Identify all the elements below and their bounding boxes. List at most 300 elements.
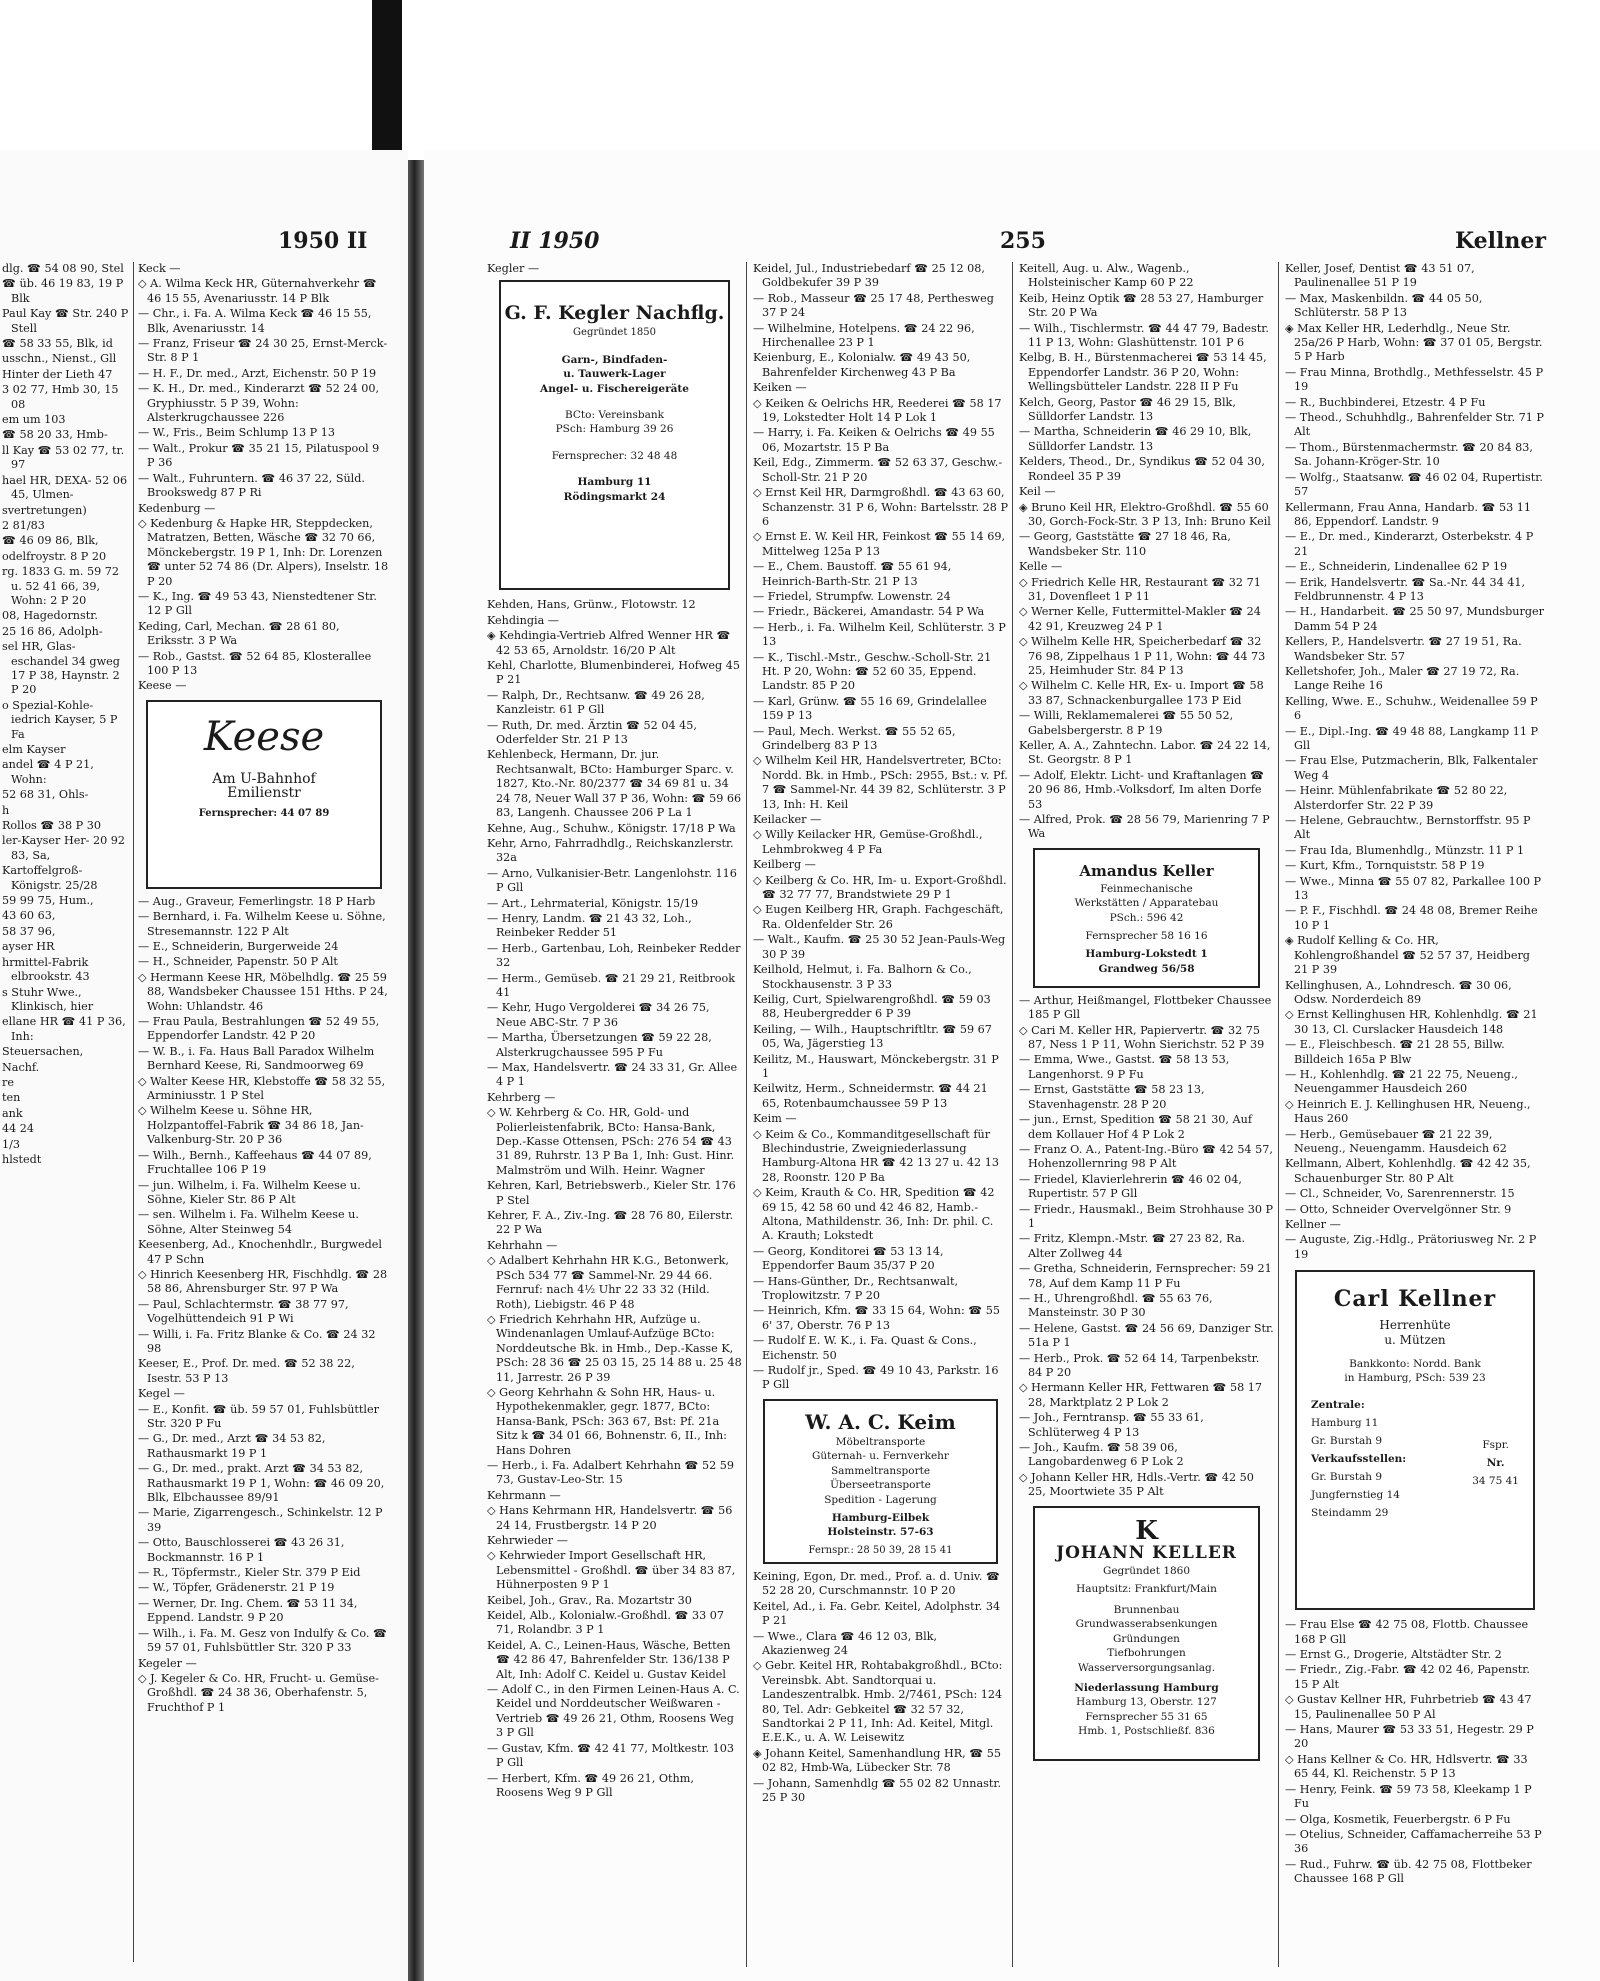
- directory-entry: ☎ 58 20 33, Hmb-: [2, 428, 108, 442]
- directory-entry: ◇ Walter Keese HR, Klebstoffe ☎ 58 32 55, Arminiusstr. 1 P Stel: [138, 1074, 386, 1103]
- kegler-ad-psch: PSch: Hamburg 39 26: [555, 423, 674, 436]
- kellner-ad-s1: Gr. Burstah 9: [1311, 1470, 1383, 1483]
- directory-entry: Kellinghusen, A., Lohndresch. ☎ 30 06, Odsw. Norderdeich 89: [1285, 978, 1512, 1006]
- directory-entry: ◇ Keilberg & Co. HR, Im- u. Export-Großhdl. ☎ 32 77 77, Brandstwiete 29 P 1: [753, 873, 1007, 902]
- directory-entry: — Walt., Kaufm. ☎ 25 30 52 Jean-Pauls-Weg 30 P 39: [753, 933, 1006, 961]
- directory-entry: — P. F., Fischhdl. ☎ 24 48 08, Bremer Reihe 10 P 1: [1285, 904, 1538, 932]
- directory-entry: — Max, Handelsvertr. ☎ 24 33 31, Gr. Allee 4 P 1: [487, 1061, 738, 1089]
- directory-entry: 1/3: [2, 1137, 21, 1151]
- directory-entry: — Adolf C., in den Firmen Leinen-Haus A. C. Keidel und Norddeutscher Weißwaren - Vertrieb ☎ 49 26 21, Othm, Roosens Weg 3 P Gll: [487, 1683, 740, 1740]
- directory-entry: Keitell, Aug. u. Alw., Wagenb., Holsteinischer Kamp 60 P 22: [1019, 262, 1194, 290]
- directory-entry: Nachf.: [2, 1060, 40, 1074]
- directory-entry: — Max, Maskenbildn. ☎ 44 05 50, Schlüterstr. 58 P 13: [1285, 291, 1483, 320]
- right-column-3: [1019, 262, 1274, 1967]
- directory-entry: ◇ Gebr. Keitel HR, Rohtabakgroßhdl., BCto: Vereinsbk. Abt. Sandtorquai u. Landeszentralbk. Hmb. 2/7461, PSch: 124 80, Tel. Adr: Gebkeitel ☎ 32 57 32, Sandtorkai 2 P 11, Inh: Ad. Keitel, Mitgl. E.E.K., u. A. W. Leisewitz: [753, 1659, 1003, 1745]
- directory-entry: Kehrhahn —: [487, 1238, 558, 1252]
- directory-entry: Kelch, Georg, Pastor ☎ 46 29 15, Blk, Sülldorfer Landstr. 13: [1019, 395, 1236, 424]
- directory-entry: ◈ Rudolf Kelling & Co. HR, Kohlengroßhandel ☎ 52 57 37, Heidberg 21 P 39: [1285, 934, 1530, 977]
- directory-entry: — Wilh., i. Fa. M. Gesz von Indulfy & Co. ☎ 59 57 01, Fuhlsbüttler Str. 320 P 33: [138, 1626, 387, 1655]
- directory-entry: ◇ Werner Kelle, Futtermittel-Makler ☎ 24 42 91, Kreuzweg 24 P 1: [1019, 605, 1261, 633]
- johann-ad-box: Hmb. 1, Postschließf. 836: [1078, 1725, 1215, 1738]
- directory-entry: Kehr, Arno, Fahrradhdlg., Reichskanzlerstr. 32a: [487, 836, 734, 865]
- directory-entry: 08, Hagedornstr.: [2, 609, 98, 623]
- directory-entry: — Franz O. A., Patent-Ing.-Büro ☎ 42 54 57, Hohenzollernring 98 P Alt: [1019, 1142, 1273, 1171]
- directory-entry: — Georg, Konditorei ☎ 53 13 14, Eppendorfer Baum 35/37 P 20: [753, 1244, 944, 1273]
- directory-entry: sel HR, Glas- eschandel 34 gweg 17 P 38, Haynstr. 2 P 20: [2, 640, 120, 697]
- directory-entry: — Ruth, Dr. med. Ärztin ☎ 52 04 45, Oderfelder Str. 21 P 13: [487, 718, 697, 747]
- directory-entry: — Erik, Handelsvertr. ☎ Sa.-Nr. 44 34 41, Feldbrunnenstr. 4 P 13: [1285, 575, 1526, 603]
- directory-entry: — Friedr., Zig.-Fabr. ☎ 42 02 46, Papenstr. 15 P Alt: [1285, 1663, 1530, 1691]
- directory-entry: Kehl, Charlotte, Blumenbinderei, Hofweg 45 P 21: [487, 659, 741, 687]
- directory-entry: Kehrberg —: [487, 1090, 556, 1104]
- directory-entry: h: [2, 803, 10, 817]
- directory-entry: — Hans-Günther, Dr., Rechtsanwalt, Troplowitzstr. 7 P 20: [753, 1274, 959, 1303]
- directory-entry: Keese —: [138, 679, 187, 693]
- kellner-ad-num: 34 75 41: [1472, 1474, 1519, 1487]
- kellner-ad-s2: Jungfernstieg 14: [1311, 1488, 1400, 1501]
- kellner-ad-l2: u. Mützen: [1384, 1332, 1446, 1347]
- directory-entry: ◇ Keim, Krauth & Co. HR, Spedition ☎ 42 69 15, 42 58 60 und 42 46 82, Hamb.-Altona, Mathildenstr. 36, Inh: Dr. phil. C. A. Krauth; Lokstedt: [753, 1186, 995, 1243]
- directory-entry: — Marie, Zigarrengesch., Schinkelstr. 12 P 39: [138, 1506, 383, 1534]
- directory-entry: ◈ Kehdingia-Vertrieb Alfred Wenner HR ☎ 42 53 65, Arnoldstr. 16/20 P Alt: [487, 629, 731, 657]
- kellner-ad-c1: Hamburg 11: [1311, 1416, 1379, 1429]
- directory-entry: ◇ Friedrich Kelle HR, Restaurant ☎ 32 71 31, Dovenfleet 1 P 11: [1019, 575, 1261, 603]
- directory-entry: — Aug., Graveur, Femerlingstr. 18 P Harb: [138, 894, 376, 908]
- directory-entry: em um 103: [2, 413, 66, 427]
- johann-ad-phone: Fernsprecher 55 31 65: [1085, 1710, 1208, 1723]
- directory-entry: Keilwitz, Herm., Schneidermstr. ☎ 44 21 65, Rotenbaumchaussee 59 P 13: [753, 1082, 988, 1110]
- column-rule: [133, 262, 134, 1962]
- directory-entry: — G., Dr. med., Arzt ☎ 34 53 82, Rathausmarkt 19 P 1: [138, 1432, 326, 1460]
- directory-entry: — Heinrich, Kfm. ☎ 33 15 64, Wohn: ☎ 55 6' 37, Oberstr. 76 P 13: [753, 1304, 1000, 1332]
- directory-entry: — Ernst, Gaststätte ☎ 58 23 13, Stavenhagenstr. 28 P 20: [1019, 1083, 1205, 1111]
- directory-entry: ◈ Johann Keitel, Samenhandlung HR, ☎ 55 02 82, Hmb-Wa, Lübecker Str. 78: [753, 1746, 1002, 1775]
- directory-entry: Keienburg, E., Kolonialw. ☎ 49 43 50, Bahrenfelder Kirchenweg 43 P Ba: [753, 351, 971, 379]
- directory-entry: — Emma, Wwe., Gastst. ☎ 58 13 53, Langenhorst. 9 P Fu: [1019, 1053, 1230, 1081]
- directory-entry: — Frau Else ☎ 42 75 08, Flottb. Chaussee 168 P Gll: [1285, 1618, 1529, 1646]
- directory-entry: ◇ Ernst Keil HR, Darmgroßhdl. ☎ 43 63 60, Schanzenstr. 31 P 6, Wohn: Bartelsstr. 28 P 6: [753, 486, 1008, 528]
- directory-entry: 3 02 77, Hmb 30, 15 08: [2, 383, 119, 411]
- directory-entry: svertretungen): [2, 503, 87, 517]
- kegler-ad-line3: Angel- u. Fischereigeräte: [540, 382, 689, 395]
- johann-ad-title: JOHANN KELLER: [1056, 1542, 1237, 1563]
- directory-entry: — E., Dipl.-Ing. ☎ 49 48 88, Langkamp 11 P Gll: [1285, 724, 1539, 752]
- directory-entry: 2 81/83: [2, 518, 45, 532]
- directory-entry: ☎ 46 09 86, Blk,: [2, 534, 99, 548]
- directory-entry: — Wwe., Minna ☎ 55 07 82, Parkallee 100 P 13: [1285, 874, 1542, 903]
- directory-entry: ◇ Gustav Kellner HR, Fuhrbetrieb ☎ 43 47 15, Paulinenallee 50 P Al: [1285, 1693, 1532, 1721]
- directory-entry: ◇ Wilhelm C. Kelle HR, Ex- u. Import ☎ 58 33 87, Schnackenburgallee 173 P Eid: [1019, 679, 1264, 707]
- johann-ad-l3: Gründungen: [1113, 1632, 1180, 1645]
- directory-entry: andel ☎ 4 P 21, Wohn:: [2, 758, 94, 786]
- directory-entry: — R., Töpfermstr., Kieler Str. 379 P Eid: [138, 1566, 361, 1580]
- directory-entry: — Auguste, Zig.-Hdlg., Prätoriusweg Nr. 2 P 19: [1285, 1233, 1537, 1261]
- directory-entry: — W., Fris., Beim Schlump 13 P 13: [138, 426, 335, 440]
- directory-entry: Kehrer, F. A., Ziv.-Ing. ☎ 28 76 80, Eilerstr. 22 P Wa: [487, 1209, 734, 1237]
- amandus-ad-city: Hamburg-Lokstedt 1: [1085, 948, 1208, 961]
- directory-entry: — Frau Paula, Bestrahlungen ☎ 52 49 55, Eppendorfer Landstr. 42 P 20: [138, 1015, 380, 1043]
- johann-ad-founded: Gegründet 1860: [1102, 1565, 1191, 1578]
- johann-ad-branch: Niederlassung Hamburg: [1074, 1681, 1219, 1694]
- directory-entry: Kehrmann —: [487, 1488, 561, 1502]
- directory-entry: — Herb., i. Fa. Adalbert Kehrhahn ☎ 52 59 73, Gustav-Leo-Str. 15: [487, 1458, 735, 1487]
- directory-entry: — W. B., i. Fa. Haus Ball Paradox Wilhelm Bernhard Keese, Ri, Sandmoorweg 69: [138, 1044, 375, 1073]
- directory-entry: — Friedr., Bäckerei, Amandastr. 54 P Wa: [753, 605, 985, 619]
- directory-entry: Keil, Edg., Zimmerm. ☎ 52 63 37, Geschw.-Scholl-Str. 21 P 20: [753, 456, 1003, 484]
- directory-entry: — Fritz, Klempn.-Mstr. ☎ 27 23 82, Ra. Alter Zollweg 44: [1019, 1232, 1246, 1260]
- directory-entry: — H., Uhrengroßhdl. ☎ 55 63 76, Mansteinstr. 30 P 30: [1019, 1291, 1213, 1320]
- directory-entry: Kegel —: [138, 1387, 185, 1401]
- directory-entry: — Herbert, Kfm. ☎ 49 26 21, Othm, Roosens Weg 9 P Gll: [487, 1771, 694, 1799]
- directory-entry: — Otelius, Schneider, Caffamacherreihe 53 P 36: [1285, 1827, 1542, 1856]
- directory-entry: — Bernhard, i. Fa. Wilhelm Keese u. Söhne, Stresemannstr. 122 P Alt: [138, 910, 386, 938]
- directory-entry: — Helene, Gastst. ☎ 24 56 69, Danziger Str. 51a P 1: [1019, 1321, 1274, 1350]
- directory-entry: — Arthur, Heißmangel, Flottbeker Chaussee 185 P Gll: [1019, 993, 1272, 1022]
- directory-entry: — Friedel, Klavierlehrerin ☎ 46 02 04, Rupertistr. 57 P Gll: [1019, 1172, 1242, 1201]
- directory-entry: ◇ A. Wilma Keck HR, Güternahverkehr ☎ 46 15 55, Avenariusstr. 14 P Blk: [138, 277, 377, 305]
- directory-entry: Keilacker —: [753, 813, 822, 827]
- directory-entry: Paul Kay ☎ Str. 240 P Stell: [2, 307, 129, 335]
- directory-entry: Keidel, Jul., Industriebedarf ☎ 25 12 08, Goldbekufer 39 P 39: [753, 262, 985, 290]
- directory-entry: ler-Kayser Her- 20 92 83, Sa,: [2, 834, 126, 862]
- directory-entry: — Frau Minna, Brothdlg., Methfesselstr. 45 P 19: [1285, 365, 1544, 394]
- directory-entry: Keilitz, M., Hauswart, Mönckebergstr. 31 P 1: [753, 1052, 999, 1080]
- directory-entry: — Friedel, Strumpfw. Lowenstr. 24: [753, 589, 951, 603]
- directory-entry: — Willi, Reklamemalerei ☎ 55 50 52, Gabelsbergerstr. 8 P 19: [1019, 709, 1234, 737]
- directory-entry: ll Kay ☎ 53 02 77, tr. 97: [2, 443, 125, 472]
- directory-entry: Kellers, P., Handelsvertr. ☎ 27 19 51, Ra. Wandsbeker Str. 57: [1285, 635, 1522, 663]
- directory-entry: — Gretha, Schneiderin, Fernsprecher: 59 21 78, Auf dem Kamp 11 P Fu: [1019, 1262, 1272, 1290]
- directory-entry: Keller, Josef, Dentist ☎ 43 51 07, Paulinenallee 51 P 19: [1285, 262, 1475, 290]
- directory-entry: — H., Handarbeit. ☎ 25 50 97, Mundsburger Damm 54 P 24: [1285, 605, 1544, 633]
- directory-entry: — K., Tischl.-Mstr., Geschw.-Scholl-Str. 21 Ht. P 20, Wohn: ☎ 52 60 35, Eppend. Landstr. 85 P 20: [753, 650, 992, 693]
- directory-entry: — Herm., Gemüseb. ☎ 21 29 21, Reitbrook 41: [487, 971, 736, 999]
- directory-entry: — Herb., Gartenbau, Loh, Reinbeker Redder 32: [487, 941, 741, 970]
- amandus-ad-l1: Feinmechanische: [1100, 882, 1193, 895]
- keim-ad: [763, 1399, 998, 1564]
- johann-ad-l2: Grundwasserabsenkungen: [1075, 1618, 1218, 1631]
- directory-entry: Keilig, Curt, Spielwarengroßhdl. ☎ 59 03 88, Heubergredder 6 P 39: [753, 992, 991, 1021]
- directory-entry: ◇ Heinrich E. J. Kellinghusen HR, Neueng., Haus 260: [1285, 1097, 1531, 1126]
- directory-entry: Kelletshofer, Joh., Maler ☎ 27 19 72, Ra. Lange Reihe 16: [1285, 664, 1520, 693]
- kellner-ad-s3: Steindamm 29: [1311, 1506, 1389, 1519]
- directory-entry: ◇ W. Kehrberg & Co. HR, Gold- und Polierleistenfabrik, BCto: Hansa-Bank, Dep.-Kasse Ottensen, PSch: 276 54 ☎ 43 31 89, Ruhrstr. 13 P Ba 1, Inh: Gust. Hinr. Malmström und Wilh. Heinr. Wagner: [487, 1106, 735, 1177]
- directory-entry: — Olga, Kosmetik, Feuerbergstr. 6 P Fu: [1285, 1812, 1511, 1826]
- directory-entry: — E., Dr. med., Kinderarzt, Osterbekstr. 4 P 21: [1285, 530, 1534, 558]
- keese-ad: [146, 700, 382, 889]
- directory-entry: — Arno, Vulkanisier-Betr. Langenlohstr. 116 P Gll: [487, 866, 737, 895]
- directory-entry: — H. F., Dr. med., Arzt, Eichenstr. 50 P 19: [138, 366, 377, 380]
- kegler-ad-title: G. F. Kegler Nachflg.: [504, 302, 725, 325]
- directory-entry: ◇ Keiken & Oelrichs HR, Reederei ☎ 58 17 19, Lokstedter Holt 14 P Lok 1: [753, 396, 1002, 425]
- directory-entry: — Kurt, Kfm., Tornquiststr. 58 P 19: [1285, 859, 1485, 873]
- directory-entry: 52 68 31, Ohls-: [2, 788, 89, 802]
- directory-entry: — Harry, i. Fa. Keiken & Oelrichs ☎ 49 55 06, Mozartstr. 15 P Ba: [753, 426, 995, 454]
- directory-entry: ank: [2, 1106, 23, 1120]
- directory-entry: — H., Schneider, Papenstr. 50 P Alt: [138, 955, 338, 969]
- directory-entry: — Werner, Dr. Ing. Chem. ☎ 53 11 34, Eppend. Landstr. 9 P 20: [138, 1596, 358, 1625]
- directory-entry: Kehne, Aug., Schuhw., Königstr. 17/18 P Wa: [487, 821, 736, 835]
- directory-entry: Keidel, Alb., Kolonialw.-Großhdl. ☎ 33 07 71, Rolandbr. 3 P 1: [487, 1609, 725, 1637]
- amandus-ad-title: Amandus Keller: [1079, 861, 1214, 880]
- directory-entry: — Alfred, Prok. ☎ 28 56 79, Marienring 7 P Wa: [1019, 813, 1270, 841]
- directory-entry: ◇ Hans Kellner & Co. HR, Hdlsvertr. ☎ 33 65 44, Kl. Reichenstr. 5 P 13: [1285, 1752, 1528, 1781]
- directory-entry: ◇ Wilhelm Kelle HR, Speicherbedarf ☎ 32 76 98, Zippelhaus 1 P 11, Wohn: ☎ 44 73 25, Heimhuder Str. 84 P 13: [1019, 635, 1266, 677]
- directory-entry: ◇ Willy Keilacker HR, Gemüse-Großhdl., Lehmbrokweg 4 P Fa: [753, 828, 983, 856]
- directory-entry: o Spezial-Kohle- iedrich Kayser, 5 P Fa: [2, 698, 118, 741]
- johann-keller-ad: [1033, 1506, 1260, 1761]
- keese-ad-sub: Am U-Bahnhof: [212, 770, 316, 787]
- directory-entry: Kelle —: [1019, 560, 1063, 574]
- directory-entry: — Kehr, Hugo Vergolderei ☎ 34 26 75, Neue ABC-Str. 7 P 36: [487, 1001, 710, 1029]
- keim-ad-l5: Spedition - Lagerung: [824, 1493, 937, 1506]
- directory-entry: — Ralph, Dr., Rechtsanw. ☎ 49 26 28, Kanzleistr. 61 P Gll: [487, 688, 705, 717]
- directory-entry: — Art., Lehrmaterial, Königstr. 15/19: [487, 896, 699, 910]
- directory-entry: — Adolf, Elektr. Licht- und Kraftanlagen ☎ 20 96 86, Hmb.-Volksdorf, Im alten Dorfe 53: [1019, 768, 1265, 811]
- amandus-ad-street: Grandweg 56/58: [1098, 962, 1195, 975]
- directory-entry: — R., Buchbinderei, Etzestr. 4 P Fu: [1285, 395, 1486, 409]
- directory-entry: hlstedt: [2, 1152, 42, 1166]
- directory-entry: ◇ Hermann Keese HR, Möbelhdlg. ☎ 25 59 88, Wandsbeker Chaussee 151 Hths. P 24, Wohn: Uhlandstr. 46: [138, 970, 388, 1013]
- directory-entry: — Wilh., Tischlermstr. ☎ 44 47 79, Badestr. 11 P 13, Wohn: Glashüttenstr. 101 P 6: [1019, 321, 1269, 350]
- keese-ad-phone: Fernsprecher: 44 07 89: [198, 807, 330, 819]
- kellner-ad-psch: in Hamburg, PSch: 539 23: [1344, 1372, 1486, 1385]
- column-rule: [1278, 262, 1279, 1967]
- book-binding: [372, 0, 402, 165]
- directory-entry: — Franz, Friseur ☎ 24 30 25, Ernst-Merck-Str. 8 P 1: [138, 337, 388, 365]
- amandus-ad-phone: Fernsprecher 58 16 16: [1085, 930, 1208, 943]
- left-column-2: [138, 262, 390, 1962]
- directory-entry: — Paul, Schlachtermstr. ☎ 38 77 97, Vogelhüttendeich 91 P Wi: [138, 1297, 349, 1326]
- directory-entry: ◇ Adalbert Kehrhahn HR K.G., Betonwerk, PSch 534 77 ☎ Sammel-Nr. 29 44 66. Fernruf: nach 4½ Uhr 22 33 32 (Hild. Roth), Liebigstr. 46 P 48: [487, 1254, 729, 1311]
- directory-entry: ◇ Hinrich Keesenberg HR, Fischhdlg. ☎ 28 58 86, Ahrensburger Str. 97 P Wa: [138, 1267, 388, 1296]
- directory-entry: ◇ Cari M. Keller HR, Papiervertr. ☎ 32 75 87, Ness 1 P 11, Wohn Sierichstr. 52 P 39: [1019, 1023, 1265, 1052]
- k-logo-icon: K: [1135, 1515, 1158, 1546]
- directory-entry: Keil —: [1019, 485, 1056, 499]
- directory-entry: — E., Chem. Baustoff. ☎ 55 61 94, Heinrich-Barth-Str. 21 P 13: [753, 560, 952, 588]
- right-column-2: [753, 262, 1008, 1967]
- directory-entry: — W., Töpfer, Grädenerstr. 21 P 19: [138, 1581, 335, 1595]
- directory-entry: Keck —: [138, 262, 181, 275]
- keim-ad-l4: Überseetransporte: [830, 1479, 931, 1492]
- directory-entry: Keibel, Joh., Grav., Ra. Mozartstr 30: [487, 1593, 692, 1607]
- kegler-ad-phone: Fernsprecher: 32 48 48: [551, 449, 678, 462]
- amandus-ad: [1033, 848, 1260, 988]
- directory-entry: ◇ Ernst E. W. Keil HR, Feinkost ☎ 55 14 69, Mittelweg 125a P 13: [753, 530, 1006, 558]
- directory-entry: ayser HR: [2, 940, 55, 954]
- directory-entry: Kartoffelgroß- Königstr. 25/28: [2, 864, 98, 892]
- keim-ad-street: Holsteinstr. 57-63: [827, 1526, 934, 1539]
- directory-entry: Kellermann, Frau Anna, Handarb. ☎ 53 11 86, Eppendorf. Landstr. 9: [1285, 500, 1532, 528]
- directory-entry: 59 99 75, Hum.,: [2, 894, 94, 908]
- directory-entry: Keding, Carl, Mechan. ☎ 28 61 80, Eriksstr. 3 P Wa: [138, 619, 340, 648]
- directory-entry: Kellner —: [1285, 1218, 1341, 1231]
- keim-ad-city: Hamburg-Eilbek: [831, 1511, 930, 1524]
- directory-entry: — Wilhelmine, Hotelpens. ☎ 24 22 96, Hirchenallee 23 P 1: [753, 321, 975, 350]
- kellner-ad-title: Carl Kellner: [1333, 1286, 1497, 1313]
- directory-entry: — E., Schneiderin, Burgerweide 24: [138, 940, 339, 953]
- directory-entry: s Stuhr Wwe., Klinkisch, hier: [2, 985, 94, 1013]
- directory-entry: Kellmann, Albert, Kohlenhdlg. ☎ 42 42 35, Schauenburger Str. 80 P Alt: [1285, 1157, 1531, 1185]
- directory-entry: Keller, A. A., Zahntechn. Labor. ☎ 24 22 14, St. Georgstr. 8 P 1: [1019, 739, 1271, 767]
- directory-entry: Keiling, — Wilh., Hauptschriftltr. ☎ 59 67 05, Wa, Jägerstieg 13: [753, 1022, 992, 1051]
- kellner-ad: [1295, 1270, 1535, 1610]
- directory-entry: 44 24: [2, 1122, 35, 1136]
- kegler-ad-street: Rödingsmarkt 24: [563, 490, 666, 503]
- directory-entry: ◇ Friedrich Kehrhahn HR, Aufzüge u. Windenanlagen Umlauf-Aufzüge BCto: Norddeutsche Bk. in Hmb., Dep.-Kasse K, PSch: 28 36 ☎ 25 03 15, 25 14 88 u. 25 48 11, Jarrestr. 26 P 39: [487, 1312, 742, 1384]
- johann-ad-l4: Tiefbohrungen: [1107, 1647, 1186, 1660]
- column-rule: [1012, 262, 1013, 1967]
- kegler-ad-city: Hamburg 11: [577, 476, 652, 489]
- directory-entry: — Cl., Schneider, Vo, Sarenrennerstr. 15: [1285, 1187, 1515, 1201]
- directory-entry: Keilhold, Helmut, i. Fa. Balhorn & Co., Stockhausenstr. 3 P 33: [753, 963, 972, 991]
- directory-entry: — Paul, Mech. Werkst. ☎ 55 52 65, Grindelberg 83 P 13: [753, 724, 956, 752]
- kellner-ad-central: Zentrale:: [1311, 1398, 1365, 1411]
- directory-entry: — Georg, Gaststätte ☎ 27 18 46, Ra, Wandsbeker Str. 110: [1019, 530, 1231, 558]
- directory-entry: Steuersachen,: [2, 1045, 84, 1059]
- directory-entry: — Martha, Schneiderin ☎ 46 29 10, Blk, Sülldorfer Landstr. 13: [1019, 425, 1252, 453]
- directory-entry: — jun., Ernst, Spedition ☎ 58 21 30, Auf dem Kollauer Hof 4 P Lok 2: [1019, 1113, 1252, 1141]
- directory-entry: — jun. Wilhelm, i. Fa. Wilhelm Keese u. Söhne, Kieler Str. 86 P Alt: [138, 1178, 361, 1206]
- kegler-ad-bcto: BCto: Vereinsbank: [564, 409, 665, 422]
- directory-entry: Kehdingia —: [487, 613, 559, 627]
- directory-entry: usschn., Nienst., Gll: [2, 352, 117, 366]
- directory-entry: — Rob., Masseur ☎ 25 17 48, Perthesweg 37 P 24: [753, 291, 994, 320]
- directory-entry: — Martha, Übersetzungen ☎ 59 22 28, Alsterkrugchaussee 595 P Fu: [487, 1031, 712, 1059]
- directory-entry: Kehrwieder —: [487, 1534, 568, 1547]
- directory-entry: — Herb., Gemüsebauer ☎ 21 22 39, Neueng., Neuengamm. Hausdeich 62: [1285, 1127, 1507, 1155]
- directory-entry: Kelbg, B. H., Bürstenmacherei ☎ 53 14 45, Eppendorfer Landstr. 36 P 20, Wohn: Wellingsbütteler Landstr. 228 II P Fu: [1019, 351, 1267, 394]
- directory-entry: — Herb., Prok. ☎ 52 64 14, Tarpenbekstr. 84 P 20: [1019, 1351, 1260, 1379]
- directory-entry: — Ernst G., Drogerie, Altstädter Str. 2: [1285, 1648, 1502, 1662]
- directory-entry: — Gustav, Kfm. ☎ 42 41 77, Moltkestr. 103 P Gll: [487, 1741, 735, 1770]
- directory-entry: dlg. ☎ 54 08 90, Stel: [2, 262, 124, 275]
- directory-entry: — Wolfg., Staatsanw. ☎ 46 02 04, Rupertistr. 57: [1285, 470, 1543, 499]
- directory-entry: — Herb., i. Fa. Wilhelm Keil, Schlüterstr. 3 P 13: [753, 620, 1006, 649]
- directory-entry: Keeser, E., Prof. Dr. med. ☎ 52 38 22, Isestr. 53 P 13: [138, 1357, 355, 1385]
- directory-entry: ◈ Bruno Keil HR, Elektro-Großhdl. ☎ 55 60 30, Gorch-Fock-Str. 3 P 13, Inh: Bruno Keil: [1019, 500, 1271, 528]
- directory-entry: — Henry, Landm. ☎ 21 43 32, Loh., Reinbeker Redder 51: [487, 911, 692, 940]
- directory-entry: — Karl, Grünw. ☎ 55 16 69, Grindelallee 159 P 13: [753, 694, 987, 723]
- directory-entry: Keilberg —: [753, 858, 816, 872]
- right-column-4: [1285, 262, 1545, 1967]
- keim-ad-l2: Güternah- u. Fernverkehr: [812, 1450, 949, 1463]
- directory-entry: ◇ Kedenburg & Hapke HR, Steppdecken, Matratzen, Betten, Wäsche ☎ 32 70 66, Mönckebergstr. 19 P 1, Inh: Dr. Lorenzen ☎ unter 52 74 86 (Dr. Alpers), Inselstr. 18 P 20: [138, 516, 389, 588]
- directory-entry: Keining, Egon, Dr. med., Prof. a. d. Univ. ☎ 52 28 20, Curschmannstr. 10 P 20: [753, 1569, 1000, 1598]
- directory-entry: — Johann, Samenhdlg ☎ 55 02 82 Unnastr. 25 P 30: [753, 1776, 1002, 1804]
- kegler-ad-line2: u. Tauwerk-Lager: [563, 368, 666, 381]
- directory-entry: Keidel, A. C., Leinen-Haus, Wäsche, Betten ☎ 42 86 47, Bahrenfelder Str. 136/138 P Alt, Inh: Adolf C. Keidel u. Gustav Keidel: [487, 1638, 731, 1681]
- directory-entry: — K. H., Dr. med., Kinderarzt ☎ 52 24 00, Gryphiusstr. 5 P 39, Wohn: Alsterkrugchaussee 226: [138, 382, 379, 425]
- directory-entry: ◇ Wilhelm Keese u. Söhne HR, Holzpantoffel-Fabrik ☎ 34 86 18, Jan-Valkenburg-Str. 20 P 36: [138, 1104, 364, 1147]
- directory-entry: — Hans, Maurer ☎ 53 33 51, Hegestr. 29 P 20: [1285, 1723, 1534, 1751]
- kellner-ad-bank: Bankkonto: Nordd. Bank: [1349, 1358, 1481, 1371]
- directory-entry: Kelling, Wwe. E., Schuhw., Weidenallee 59 P 6: [1285, 694, 1538, 723]
- directory-entry: — H., Kohlenhdlg. ☎ 21 22 75, Neueng., Neuengammer Hausdeich 260: [1285, 1067, 1518, 1096]
- book-gutter: [408, 160, 424, 1981]
- right-page-header-left: II 1950: [510, 228, 600, 254]
- directory-entry: — E., Schneiderin, Lindenallee 62 P 19: [1285, 560, 1508, 574]
- directory-entry: — G., Dr. med., prakt. Arzt ☎ 34 53 82, Rathausmarkt 19 P 1, Wohn: ☎ 46 09 20, Blk, Elbchaussee 89/91: [138, 1462, 385, 1505]
- directory-entry: ☎ 58 33 55, Blk, id: [2, 337, 113, 351]
- directory-entry: Kegeler —: [138, 1656, 197, 1670]
- directory-entry: — Chr., i. Fa. A. Wilma Keck ☎ 46 15 55, Blk, Avenariusstr. 14: [138, 307, 372, 335]
- directory-entry: re: [2, 1075, 14, 1089]
- directory-entry: hrmittel-Fabrik elbrookstr. 43: [2, 955, 90, 984]
- directory-entry: 43 60 63,: [2, 909, 56, 923]
- directory-entry: — Otto, Bauschlosserei ☎ 43 26 31, Bockmannstr. 16 P 1: [138, 1536, 345, 1564]
- directory-entry: Keiken —: [753, 381, 807, 395]
- directory-entry: — Rudolf jr., Sped. ☎ 49 10 43, Parkstr. 16 P Gll: [753, 1364, 999, 1392]
- left-page-header: 1950 II: [278, 228, 368, 254]
- kellner-ad-nr: Nr.: [1486, 1456, 1505, 1469]
- directory-entry: — Heinr. Mühlenfabrikate ☎ 52 80 22, Alsterdorfer Str. 22 P 39: [1285, 784, 1508, 812]
- johann-ad-seat: Hauptsitz: Frankfurt/Main: [1076, 1583, 1217, 1596]
- kellner-ad-sales: Verkaufsstellen:: [1311, 1452, 1407, 1465]
- directory-entry: — Joh., Kaufm. ☎ 58 39 06, Langobardenweg 6 P Lok 2: [1019, 1441, 1184, 1469]
- directory-entry: — Henry, Feink. ☎ 59 73 58, Kleekamp 1 P Fu: [1285, 1782, 1532, 1811]
- directory-entry: — Helene, Gebrauchtw., Bernstorffstr. 95 P Alt: [1285, 814, 1531, 842]
- directory-entry: Kelders, Theod., Dr., Syndikus ☎ 52 04 30, Rondeel 35 P 39: [1019, 455, 1265, 483]
- amandus-ad-psch: PSch.: 596 42: [1109, 911, 1184, 924]
- keim-ad-phone: Fernspr.: 28 50 39, 28 15 41: [808, 1544, 953, 1556]
- directory-entry: 25 16 86, Adolph-: [2, 624, 103, 638]
- directory-entry: — Frau Ida, Blumenhdlg., Münzstr. 11 P 1: [1285, 843, 1525, 857]
- keese-ad-street: Emilienstr: [227, 785, 301, 802]
- kegler-ad-founded: Gegründet 1850: [573, 327, 656, 339]
- right-column-1: [487, 262, 742, 1967]
- directory-entry: — E., Konfit. ☎ üb. 59 57 01, Fuhlsbüttler Str. 320 P Fu: [138, 1402, 379, 1430]
- keese-ad-logo: Keese: [203, 713, 325, 760]
- kellner-ad-fspr: Fspr.: [1482, 1438, 1509, 1451]
- directory-entry: ◇ Hermann Keller HR, Fettwaren ☎ 58 17 28, Marktplatz 2 P Lok 2: [1019, 1381, 1263, 1409]
- column-rule: [746, 262, 747, 1967]
- kegler-ad: [499, 280, 730, 590]
- directory-entry: ellane HR ☎ 41 P 36, Inh:: [2, 1015, 126, 1043]
- directory-entry: — Frau Else, Putzmacherin, Blk, Falkentaler Weg 4: [1285, 754, 1538, 782]
- directory-entry: Keib, Heinz Optik ☎ 28 53 27, Hamburger Str. 20 P Wa: [1019, 291, 1264, 320]
- directory-entry: ◇ Georg Kehrhahn & Sohn HR, Haus- u. Hypothekenmakler, gegr. 1877, BCto: Hansa-Bank, PSch: 363 67, Bst: Pf. 21a Sitz k ☎ 34 01 66, Bohnenstr. 6, II., Inh: Hans Dohren: [487, 1385, 727, 1457]
- kegler-ad-line1: Garn-, Bindfaden-: [561, 353, 668, 366]
- directory-entry: ◇ Wilhelm Keil HR, Handelsvertreter, BCto: Nordd. Bk. in Hmb., PSch: 2955, Bst.: v. Pf. 7 ☎ Sammel-Nr. 44 39 82, Schlüterstr. 3 P 13, Inh: H. Keil: [753, 754, 1008, 811]
- directory-entry: — K., Ing. ☎ 49 53 43, Nienstedtener Str. 12 P Gll: [138, 589, 377, 618]
- directory-entry: Keitel, Ad., i. Fa. Gebr. Keitel, Adolphstr. 34 P 21: [753, 1599, 1001, 1628]
- johann-ad-l5: Wasserversorgungsanlag.: [1077, 1661, 1216, 1674]
- directory-entry: ◇ J. Kegeler & Co. HR, Frucht- u. Gemüse-Großhdl. ☎ 24 38 36, Oberhafenstr. 5, Fruchthof P 1: [138, 1671, 379, 1714]
- directory-entry: — Rud., Fuhrw. ☎ üb. 42 75 08, Flottbeker Chaussee 168 P Gll: [1285, 1857, 1532, 1886]
- directory-entry: — Wilh., Bernh., Kaffeehaus ☎ 44 07 89, Fruchtallee 106 P 19: [138, 1148, 372, 1177]
- directory-entry: — E., Fleischbesch. ☎ 21 28 55, Billw. Billdeich 165a P Blw: [1285, 1038, 1505, 1066]
- directory-entry: 58 37 96,: [2, 924, 56, 938]
- kellner-ad-c2: Gr. Burstah 9: [1311, 1434, 1383, 1447]
- directory-entry: ten: [2, 1091, 21, 1105]
- directory-entry: — Joh., Ferntransp. ☎ 55 33 61, Schlüterweg 4 P 13: [1019, 1411, 1204, 1439]
- directory-entry: ◇ Ernst Kellinghusen HR, Kohlenhdlg. ☎ 21 30 13, Cl. Curslacker Hausdeich 148: [1285, 1008, 1538, 1036]
- directory-entry: — Rudolf E. W. K., i. Fa. Quast & Cons., Eichenstr. 50: [753, 1334, 977, 1362]
- keim-ad-l3: Sammeltransporte: [830, 1464, 931, 1477]
- directory-entry: ◇ Hans Kehrmann HR, Handelsvertr. ☎ 56 24 14, Frustbergstr. 14 P 20: [487, 1504, 733, 1532]
- directory-entry: — Wwe., Clara ☎ 46 12 03, Blk, Akazienweg 24: [753, 1629, 938, 1657]
- directory-entry: ◈ Max Keller HR, Lederhdlg., Neue Str. 25a/26 P Harb, Wohn: ☎ 37 01 05, Bergstr. 5 P Harb: [1285, 321, 1543, 364]
- directory-entry: Kehden, Hans, Grünw., Flotowstr. 12: [487, 598, 696, 612]
- directory-entry: — Rob., Gastst. ☎ 52 64 85, Klosterallee 100 P 13: [138, 649, 372, 677]
- directory-entry: — sen. Wilhelm i. Fa. Wilhelm Keese u. Söhne, Alter Steinweg 54: [138, 1208, 359, 1236]
- directory-entry: ◇ Johann Keller HR, Hdls.-Vertr. ☎ 42 50 25, Moortwiete 35 P Alt: [1019, 1470, 1254, 1499]
- directory-entry: Kehlenbeck, Hermann, Dr. jur. Rechtsanwalt, BCto: Hamburger Sparc. v. 1827, Kto.-Nr. 80/2377 ☎ 34 69 81 u. 34 24 78, Neuer Wall 37 P 36, Wohn: ☎ 59 66 83, Langenh. Chaussee 206 P La 1: [487, 748, 742, 820]
- directory-entry: ☎ üb. 46 19 83, 19 P Blk: [2, 277, 124, 305]
- directory-entry: ◇ Keim & Co., Kommanditgesellschaft für Blechindustrie, Zweigniederlassung Hamburg-Altona HR ☎ 42 13 27 u. 42 13 28, Roonstr. 120 P Ba: [753, 1127, 999, 1184]
- kellner-ad-l1: Herrenhüte: [1379, 1318, 1451, 1333]
